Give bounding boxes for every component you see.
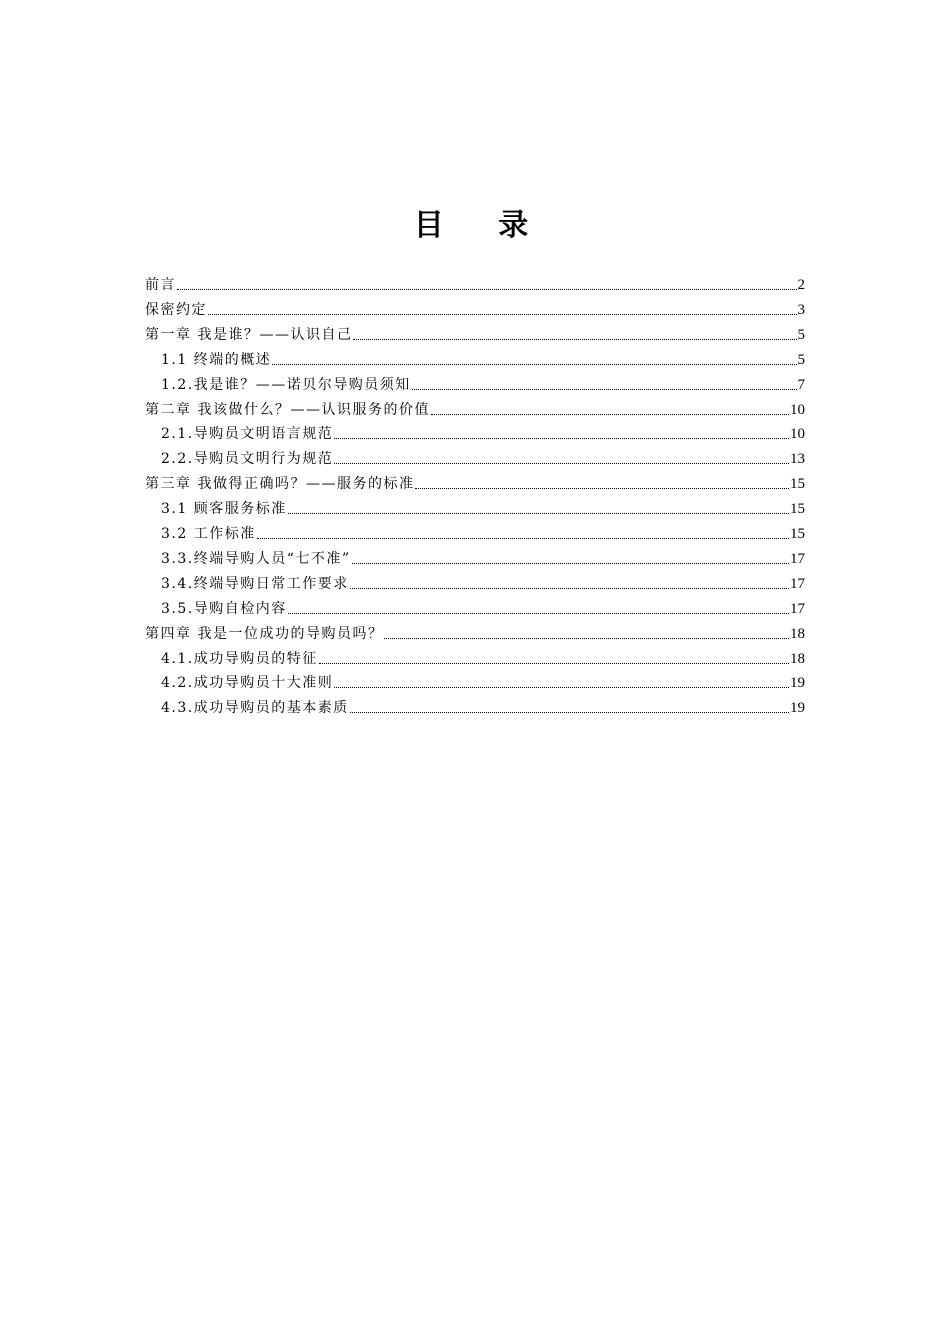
toc-entry[interactable] (145, 270, 805, 294)
toc-page-number: 7 (797, 376, 805, 393)
toc-entry-label: 3.3.终端导购人员“七不准” (161, 550, 351, 567)
toc-page-number: 15 (790, 501, 805, 518)
toc-entry[interactable] (161, 569, 805, 593)
toc-dot-leader (334, 438, 789, 439)
toc-entry-label: 4.3.成功导购员的基本素质 (161, 700, 349, 717)
toc-entry[interactable] (161, 519, 805, 543)
toc-dot-leader (384, 638, 789, 639)
toc-page-number: 18 (790, 625, 805, 642)
toc-page-number: 15 (790, 526, 805, 542)
toc-entry-label: 保密约定 (145, 301, 207, 318)
toc-entry[interactable] (161, 419, 805, 443)
toc-entry[interactable] (161, 594, 805, 618)
toc-dot-leader (431, 414, 789, 415)
toc-dot-leader (352, 563, 789, 564)
toc-dot-leader (272, 364, 796, 365)
toc-page-number: 15 (790, 476, 805, 493)
toc-page-number: 17 (790, 575, 805, 592)
toc-page-number: 17 (790, 600, 805, 617)
toc-entry[interactable] (145, 320, 805, 344)
toc-page-number: 17 (790, 550, 805, 567)
toc-dot-leader (257, 538, 789, 539)
toc-page-number: 13 (790, 451, 805, 468)
toc-dot-leader (288, 613, 789, 614)
toc-page-number: 10 (790, 401, 805, 418)
toc-entry[interactable] (161, 668, 805, 692)
toc-entry-label: 3.4.终端导购日常工作要求 (161, 575, 349, 592)
toc-dot-leader (208, 314, 797, 315)
toc-page-number: 3 (797, 301, 805, 318)
toc-page-number: 5 (797, 351, 805, 368)
toc-dot-leader (334, 687, 789, 688)
toc-entry-label: 1.2.我是谁？——诺贝尔导购员须知 (161, 376, 411, 393)
toc-page-number: 19 (790, 675, 805, 692)
toc-entry-label: 4.2.成功导购员十大准则 (161, 675, 334, 692)
toc-entry-label: 第一章 我是谁？——认识自己 (145, 326, 353, 343)
toc-entry[interactable] (161, 370, 805, 394)
toc-dot-leader (288, 513, 789, 514)
toc-dot-leader (350, 712, 789, 713)
toc-entry[interactable] (145, 619, 805, 643)
toc-title: 目 录 (413, 208, 551, 243)
toc-entry-label: 第三章 我做得正确吗？——服务的标准 (145, 476, 415, 493)
toc-entry[interactable] (161, 644, 805, 668)
toc-entry-label: 1.1 终端的概述 (161, 351, 272, 368)
toc-page-number: 10 (790, 426, 805, 443)
toc-entry[interactable] (145, 395, 805, 419)
toc-entry-label: 2.1.导购员文明语言规范 (161, 426, 334, 443)
toc-dot-leader (353, 339, 796, 340)
toc-entry[interactable] (145, 295, 805, 319)
toc-page-number: 2 (797, 277, 805, 293)
toc-entry[interactable] (161, 544, 805, 568)
toc-dot-leader (412, 389, 797, 390)
toc-dot-leader (350, 588, 789, 589)
toc-dot-leader (334, 463, 789, 464)
toc-dot-leader (415, 488, 789, 489)
toc-entry-label: 前言 (145, 277, 176, 293)
toc-page-number: 18 (790, 650, 805, 667)
toc-entry[interactable] (161, 494, 805, 518)
toc-entry[interactable] (145, 469, 805, 493)
toc-entry-label: 第二章 我该做什么？——认识服务的价值 (145, 401, 430, 418)
toc-entry-label: 2.2.导购员文明行为规范 (161, 451, 334, 468)
toc-entry-label: 3.5.导购自检内容 (161, 600, 287, 617)
toc-page-number: 19 (790, 700, 805, 717)
toc-entry[interactable] (161, 345, 805, 369)
toc-dot-leader (177, 289, 797, 290)
toc-entry-label: 4.1.成功导购员的特征 (161, 650, 318, 667)
toc-entry-label: 3.2 工作标准 (161, 526, 256, 542)
toc-entry[interactable] (161, 693, 805, 717)
toc-entry-label: 第四章 我是一位成功的导购员吗？ (145, 625, 384, 642)
toc-page-number: 5 (797, 326, 805, 343)
toc-dot-leader (319, 663, 789, 664)
toc-entry[interactable] (161, 444, 805, 468)
toc-entry-label: 3.1 顾客服务标准 (161, 501, 287, 518)
